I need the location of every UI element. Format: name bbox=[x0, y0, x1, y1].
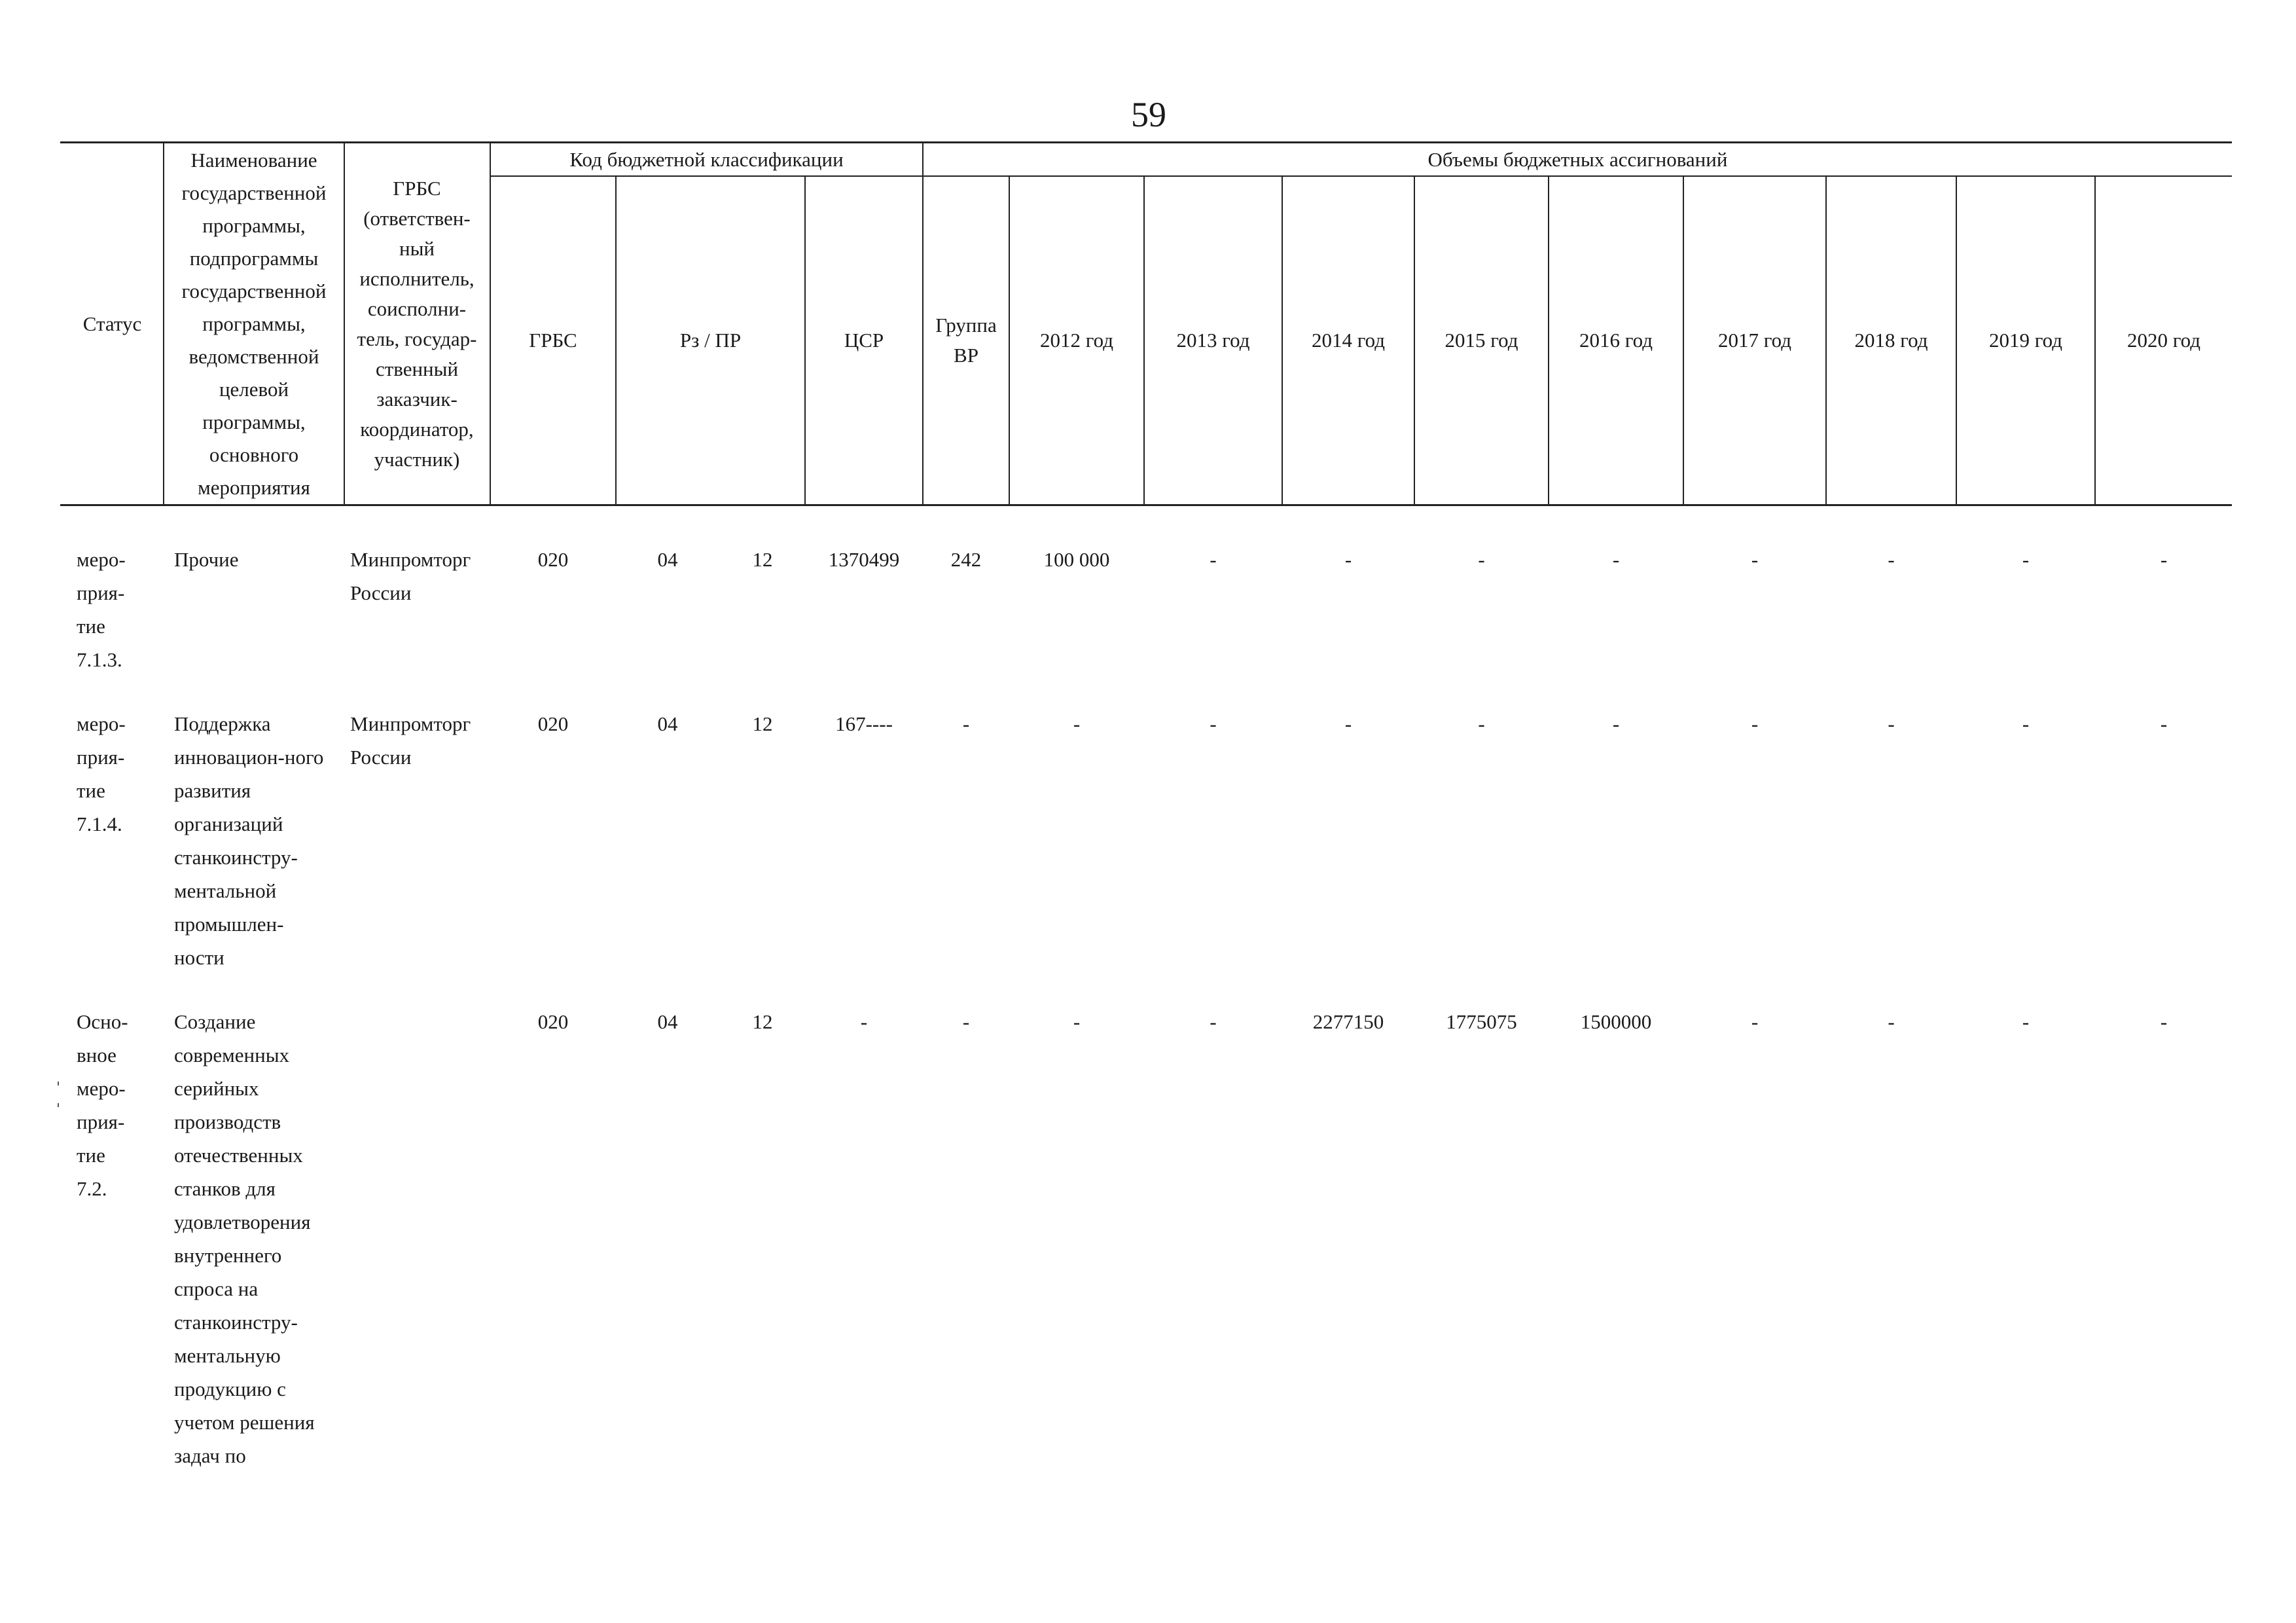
row-year-value: - bbox=[1751, 1010, 1759, 1033]
row-status: Осно-вное меро-прия-тие 7.2. bbox=[77, 1010, 128, 1200]
row-name: Прочие bbox=[174, 548, 239, 571]
row-year-value: - bbox=[1210, 1010, 1217, 1033]
row-rz: 04 bbox=[657, 1010, 678, 1033]
header-year: 2017 год bbox=[1717, 329, 1792, 352]
row-year-value: - bbox=[2022, 1010, 2030, 1033]
row-grbs: 020 bbox=[537, 712, 569, 735]
row-csr: 167---- bbox=[835, 712, 893, 735]
page-number: 59 bbox=[1131, 95, 1166, 134]
header-kbk-grbs: ГРБС bbox=[529, 329, 577, 352]
row-grbs: 020 bbox=[537, 1010, 569, 1033]
row-year-value: - bbox=[2160, 548, 2168, 571]
row-year-value: 1500000 bbox=[1580, 1010, 1652, 1033]
row-year-value: - bbox=[2022, 548, 2030, 571]
row-year-value: - bbox=[1210, 712, 1217, 735]
header-kbk-rzpr: Рз / ПР bbox=[679, 329, 742, 352]
row-year-value: - bbox=[1888, 712, 1895, 735]
scan-mark bbox=[58, 1082, 59, 1085]
row-year-value: - bbox=[1751, 548, 1759, 571]
row-vr: - bbox=[962, 712, 970, 735]
row-year-value: 2277150 bbox=[1312, 1010, 1384, 1033]
header-year: 2018 год bbox=[1854, 329, 1928, 352]
header-kbk-vr: Группа ВР bbox=[935, 314, 997, 367]
row-grbs-name: Минпромторг России bbox=[350, 548, 471, 604]
header-volumes-group: Объемы бюджетных ассигнований bbox=[1427, 147, 1728, 171]
header-kbk-csr: ЦСР bbox=[844, 329, 884, 352]
header-year: 2019 год bbox=[1988, 329, 2063, 352]
column-rule bbox=[344, 143, 345, 505]
header-year: 2014 год bbox=[1311, 329, 1386, 352]
row-year-value: - bbox=[2160, 712, 2168, 735]
row-year-value: - bbox=[1612, 712, 1620, 735]
row-name: Поддержка инновацион-ного развития организаций станкоинстру-ментальной промышлен-ности bbox=[174, 712, 324, 969]
row-year-value: - bbox=[1751, 712, 1759, 735]
row-pr: 12 bbox=[752, 548, 773, 571]
row-year-value: - bbox=[1888, 1010, 1895, 1033]
row-grbs: 020 bbox=[537, 548, 569, 571]
header-year: 2016 год bbox=[1579, 329, 1653, 352]
row-year-value: 100 000 bbox=[1043, 548, 1110, 571]
column-rule bbox=[163, 143, 164, 505]
row-csr: - bbox=[860, 1010, 868, 1033]
header-name: Наименование государственной программы, подпрограммы государственной программы, ведомственной целевой программы, основного мероприятия bbox=[181, 148, 327, 499]
row-status: меро-прия-тие 7.1.3. bbox=[77, 548, 126, 671]
row-year-value: - bbox=[1344, 712, 1352, 735]
row-year-value: - bbox=[1888, 548, 1895, 571]
row-year-value: - bbox=[1073, 712, 1081, 735]
row-csr: 1370499 bbox=[828, 548, 900, 571]
header-status: Статус bbox=[82, 312, 142, 335]
row-rz: 04 bbox=[657, 548, 678, 571]
row-year-value: - bbox=[2022, 712, 2030, 735]
scan-mark bbox=[58, 1103, 59, 1107]
row-grbs-name: Минпромторг России bbox=[350, 712, 471, 769]
header-grbs-full: ГРБС (ответствен-ный исполнитель, соисполни-тель, государ-ственный заказчик-координатор, участник) bbox=[357, 177, 477, 471]
header-year: 2012 год bbox=[1039, 329, 1114, 352]
header-year: 2013 год bbox=[1176, 329, 1250, 352]
row-year-value: - bbox=[1344, 548, 1352, 571]
row-vr: 242 bbox=[950, 548, 982, 571]
row-year-value: - bbox=[1073, 1010, 1081, 1033]
row-pr: 12 bbox=[752, 712, 773, 735]
row-year-value: 1775075 bbox=[1446, 1010, 1517, 1033]
row-status: меро-прия-тие 7.1.4. bbox=[77, 712, 126, 835]
header-year: 2015 год bbox=[1444, 329, 1518, 352]
row-pr: 12 bbox=[752, 1010, 773, 1033]
row-year-value: - bbox=[2160, 1010, 2168, 1033]
row-rz: 04 bbox=[657, 712, 678, 735]
row-year-value: - bbox=[1612, 548, 1620, 571]
header-year: 2020 год bbox=[2126, 329, 2201, 352]
header-kbk-group: Код бюджетной классификации bbox=[569, 147, 844, 171]
row-year-value: - bbox=[1210, 548, 1217, 571]
row-year-value: - bbox=[1478, 712, 1485, 735]
header-bottom-rule bbox=[60, 504, 2232, 506]
row-year-value: - bbox=[1478, 548, 1485, 571]
row-vr: - bbox=[962, 1010, 970, 1033]
row-name: Создание современных серийных производств отечественных станков для удовлетворения внутреннего спроса на станкоинстру-ментальную продукцию с учетом решения задач по bbox=[174, 1010, 315, 1467]
